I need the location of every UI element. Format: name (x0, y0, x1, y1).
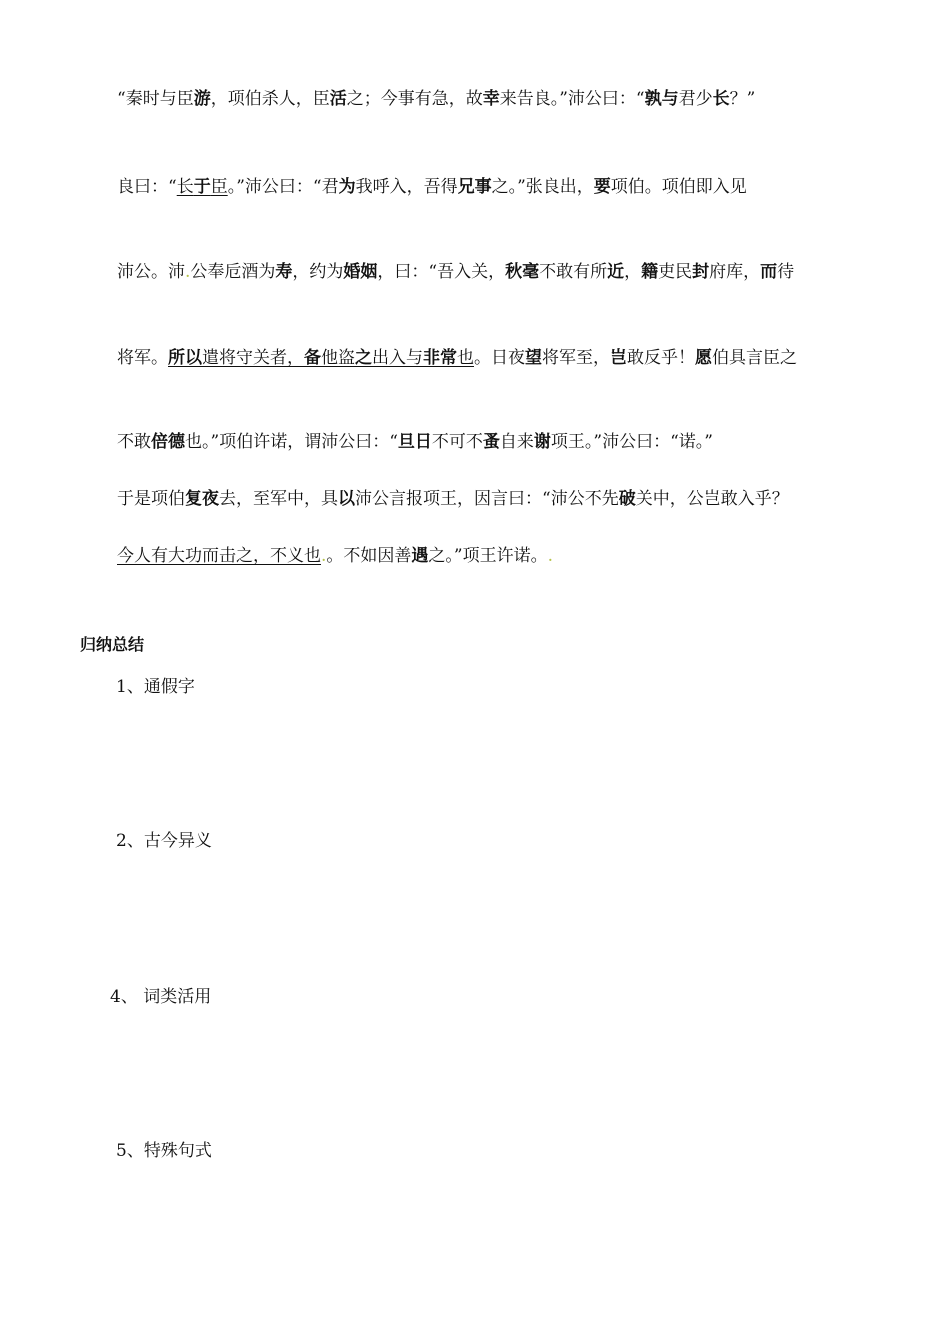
bold-keyword: 倍德 (151, 432, 185, 452)
text-run: 敢反乎！ (627, 348, 695, 368)
text-run: 良曰：“ (117, 177, 177, 197)
text-run: 君少 (678, 89, 713, 109)
bold-keyword: 兄事 (457, 177, 492, 197)
text-run: 待 (777, 262, 795, 282)
bold-underlined-text: 备 (304, 348, 321, 368)
text-run: 之。”张良出， (491, 177, 594, 197)
text-run: 之。”项王许诺。 (428, 546, 548, 566)
underlined-text: 他盗 (321, 348, 355, 368)
text-run: 之；今事有急，故 (346, 89, 483, 109)
text-run: 将军。 (117, 348, 168, 368)
paragraph-4 (80, 345, 872, 371)
summary-item-teshujushi: 5、特殊句式 (116, 1141, 212, 1161)
mark-dot: . (547, 546, 554, 566)
text-run: 。”沛公曰：“君 (227, 177, 339, 197)
bold-keyword: 遇 (411, 546, 429, 566)
text-run: “秦时与臣 (117, 89, 194, 109)
text-run: 不敢 (117, 432, 151, 452)
bold-keyword: 孰与 (644, 89, 679, 109)
text-run: 不可不 (431, 432, 483, 452)
text-run: 将军至， (542, 348, 610, 368)
bold-keyword: 愿 (695, 348, 712, 368)
bold-keyword: 近 (607, 262, 625, 282)
text-run: 不敢有所 (539, 262, 608, 282)
bold-underlined-text: 之 (355, 348, 372, 368)
text-run: 去，至军中，具 (219, 489, 338, 509)
text-run: ， (624, 262, 642, 282)
bold-underlined-text: 于 (193, 177, 211, 197)
bold-keyword: 岂 (610, 348, 627, 368)
bold-keyword: 长 (712, 89, 730, 109)
paragraph-1 (80, 86, 872, 112)
underlined-text: 也 (457, 348, 474, 368)
underlined-text: 长 (176, 177, 194, 197)
bold-keyword: 游 (193, 89, 211, 109)
summary-item-cileihuoyong: 4、 词类活用 (110, 987, 212, 1007)
mark-dot: . (185, 262, 191, 282)
bold-keyword: 望 (525, 348, 542, 368)
text-run: 。日夜 (474, 348, 525, 368)
text-run: 来告良。”沛公曰：“ (499, 89, 645, 109)
text-run: 于是项伯 (117, 489, 185, 509)
text-run: 沛公。沛 (117, 262, 185, 282)
underlined-text: 出入与 (372, 348, 423, 368)
text-run: 府库， (709, 262, 761, 282)
bold-keyword: 破 (618, 489, 636, 509)
text-run: ，约为 (292, 262, 344, 282)
bold-keyword: 而 (760, 262, 778, 282)
text-run: 我呼入，吾得 (355, 177, 458, 197)
bold-keyword: 婚姻 (343, 262, 378, 282)
text-run: 自来 (499, 432, 534, 452)
text-run: 项伯。项伯即入见 (610, 177, 747, 197)
text-run: 公奉卮酒为 (190, 262, 276, 282)
paragraph-2 (80, 174, 872, 200)
bold-keyword: 谢 (533, 432, 551, 452)
text-run: 吏民 (658, 262, 693, 282)
text-run: 关中，公岂敢入乎？ (635, 489, 789, 509)
bold-keyword: 为 (338, 177, 356, 197)
bold-underlined-text: 非常 (423, 348, 457, 368)
underlined-text: 臣 (210, 177, 228, 197)
summary-item-tongjiazi: 1、通假字 (116, 677, 195, 697)
summary-heading: 归纳总结 (80, 635, 145, 654)
underlined-text: 遣将守关者， (202, 348, 304, 368)
bold-keyword: 旦日 (397, 432, 432, 452)
bold-underlined-text: 所以 (168, 348, 202, 368)
bold-keyword: 籍 (641, 262, 659, 282)
text-run: 伯具言臣之 (712, 348, 797, 368)
paragraph-5 (80, 429, 872, 455)
text-run: 项王。”沛公曰：“诺。” (550, 432, 713, 452)
text-run: 。不如因善 (326, 546, 412, 566)
summary-item-gujinyiyi: 2、古今异义 (116, 831, 212, 851)
bold-keyword: 幸 (482, 89, 500, 109)
text-run: ？” (729, 89, 756, 109)
paragraph-7 (80, 543, 872, 569)
bold-keyword: 寿 (275, 262, 293, 282)
bold-keyword: 复夜 (185, 489, 219, 509)
mark-dot: . (321, 546, 327, 566)
bold-keyword: 以 (338, 489, 355, 509)
bold-keyword: 秋毫 (505, 262, 540, 282)
paragraph-6 (80, 486, 872, 512)
text-run: ，项伯杀人，臣 (210, 89, 330, 109)
text-run: ，曰：“吾入关， (377, 262, 506, 282)
bold-keyword: 蚤 (482, 432, 500, 452)
text-run: 沛公言报项王，因言曰：“沛公不先 (355, 489, 619, 509)
bold-keyword: 封 (692, 262, 710, 282)
bold-keyword: 活 (329, 89, 347, 109)
text-run: 也。”项伯许诺，谓沛公曰：“ (185, 432, 398, 452)
underlined-text: 今人有大功而击之，不义也 (117, 546, 321, 566)
bold-keyword: 要 (593, 177, 611, 197)
paragraph-3 (80, 259, 872, 285)
